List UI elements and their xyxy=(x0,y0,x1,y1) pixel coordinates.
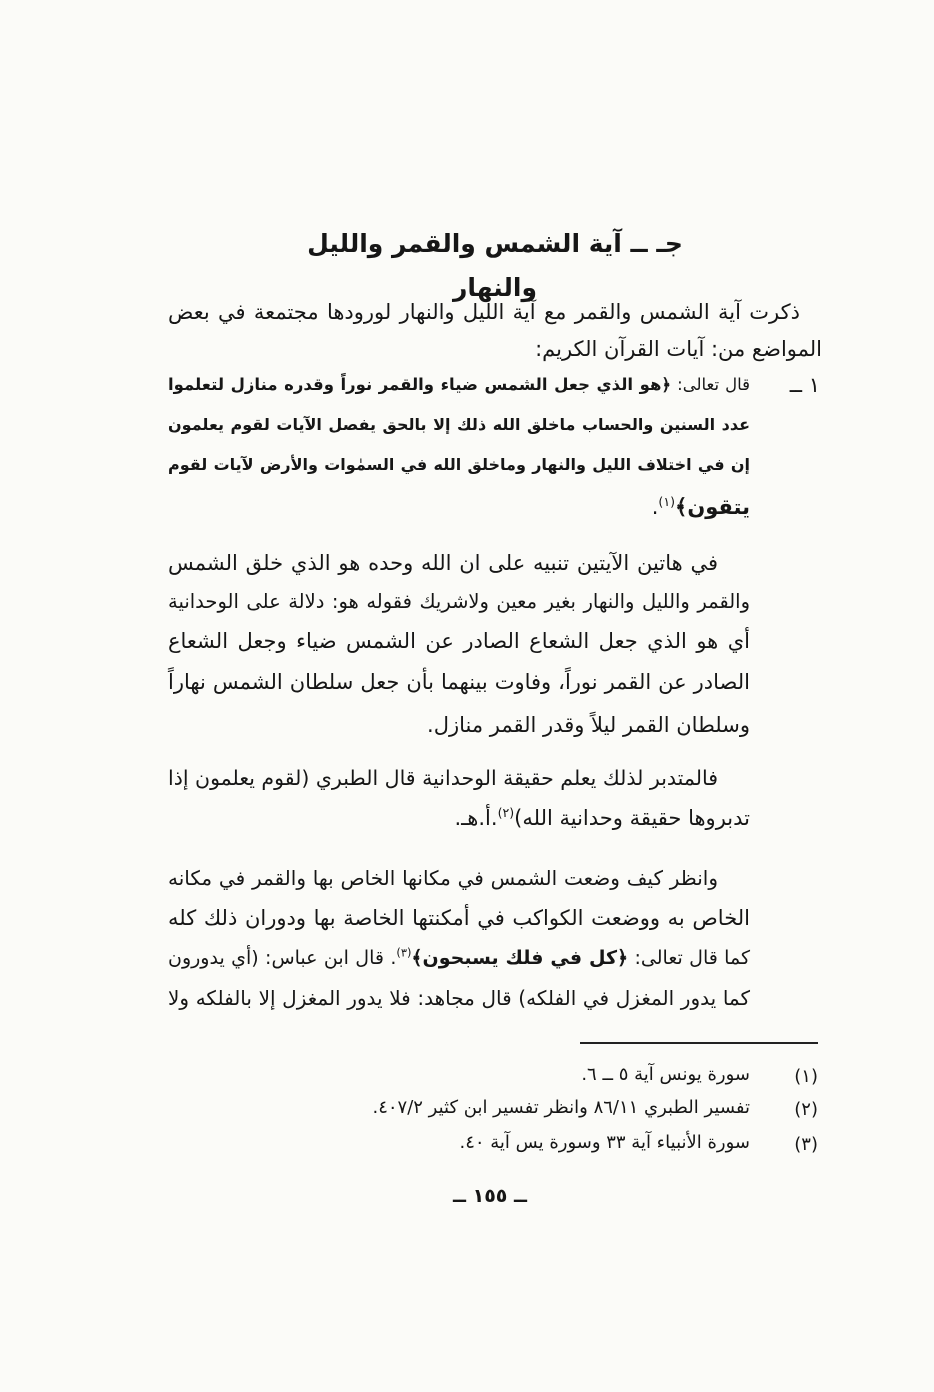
text-line: في هاتين الآيتين تنبيه على ان الله وحده هو الذي خلق الشمس xyxy=(168,551,718,575)
footnote-text: تفسير الطبري ٨٦/١١ وانظر تفسير ابن كثير ٤٠٧/٢. xyxy=(372,1097,750,1118)
quran-verse: يتقون﴾ xyxy=(675,495,750,519)
text-line xyxy=(168,487,750,527)
footnote-text: سورة الأنبياء آية ٣٣ وسورة يس آية ٤٠. xyxy=(459,1132,750,1153)
text-line: وانظر كيف وضعت الشمس في مكانها الخاص بها والقمر في مكانه xyxy=(168,866,718,890)
text-line: فالمتدبر لذلك يعلم حقيقة الوحدانية قال الطبري (لقوم يعلمون إذا xyxy=(168,766,718,790)
footnote-marker: (١) xyxy=(794,1066,818,1087)
footnote-reference: (٢) xyxy=(497,805,515,820)
page-number: ــ ١٥٥ ــ xyxy=(452,1185,527,1207)
quote-text: تدبروها حقيقة وحدانية الله) xyxy=(514,806,750,830)
text-line xyxy=(168,938,750,978)
punctuation: . xyxy=(651,495,659,519)
footnote-divider xyxy=(580,1042,818,1044)
text-line: أي هو الذي جعل الشعاع الصادر عن الشمس ضياء وجعل الشعاع xyxy=(168,629,750,653)
section-heading: جـ ــ آية الشمس والقمر والليل والنهار xyxy=(307,229,683,302)
footnote-marker: (٣) xyxy=(794,1134,818,1155)
footnote-reference: (١) xyxy=(658,494,676,509)
verse-intro: قال تعالى: xyxy=(671,375,751,394)
text-line: الصادر عن القمر نوراً، وفاوت بينهما بأن جعل سلطان الشمس نهاراً xyxy=(168,670,750,694)
quran-verse-line: عدد السنين والحساب ماخلق الله ذلك إلا بالحق يفصل الآيات لقوم يعلمون xyxy=(168,415,750,434)
text-line: ذكرت آية الشمس والقمر مع آية الليل والنهار لورودها مجتمعة في بعض xyxy=(168,300,800,324)
quran-verse-line: إن في اختلاف الليل والنهار وماخلق الله في السمٰوات والأرض لآيات لقوم xyxy=(168,455,750,474)
quran-verse: ﴿كل في فلك يسبحون﴾ xyxy=(411,947,629,969)
quran-verse: ﴿هو الذي جعل الشمس ضياء والقمر نوراً وقدره منازل لتعلموا xyxy=(168,375,672,394)
footnote-marker: (٢) xyxy=(794,1099,818,1120)
footnote-reference: (٣) xyxy=(396,945,412,960)
text-line xyxy=(168,365,750,405)
verse-intro: كما قال تعالى: xyxy=(628,947,751,969)
text-line: وسلطان القمر ليلاً وقدر القمر منازل. xyxy=(427,713,750,737)
text-line xyxy=(168,798,750,838)
text-line: الخاص به ووضعت الكواكب في أمكنتها الخاصة بها ودوران ذلك كله xyxy=(168,906,750,930)
text-line: كما يدور المغزل في الفلكه) قال مجاهد: فلا يدور المغزل إلا بالفلكه ولا xyxy=(168,986,750,1010)
text-line: المواضع من: آيات القرآن الكريم: xyxy=(535,337,822,361)
abbreviation: .أ.هـ. xyxy=(454,806,498,830)
list-number: ١ ــ xyxy=(789,373,820,397)
text-segment: . قال ابن عباس: (أي يدورون xyxy=(168,947,397,969)
text-line: والقمر والليل والنهار بغير معين ولاشريك فقوله هو: دلالة على الوحدانية xyxy=(168,590,750,613)
footnote-text: سورة يونس آية ٥ ــ ٦. xyxy=(581,1064,750,1085)
